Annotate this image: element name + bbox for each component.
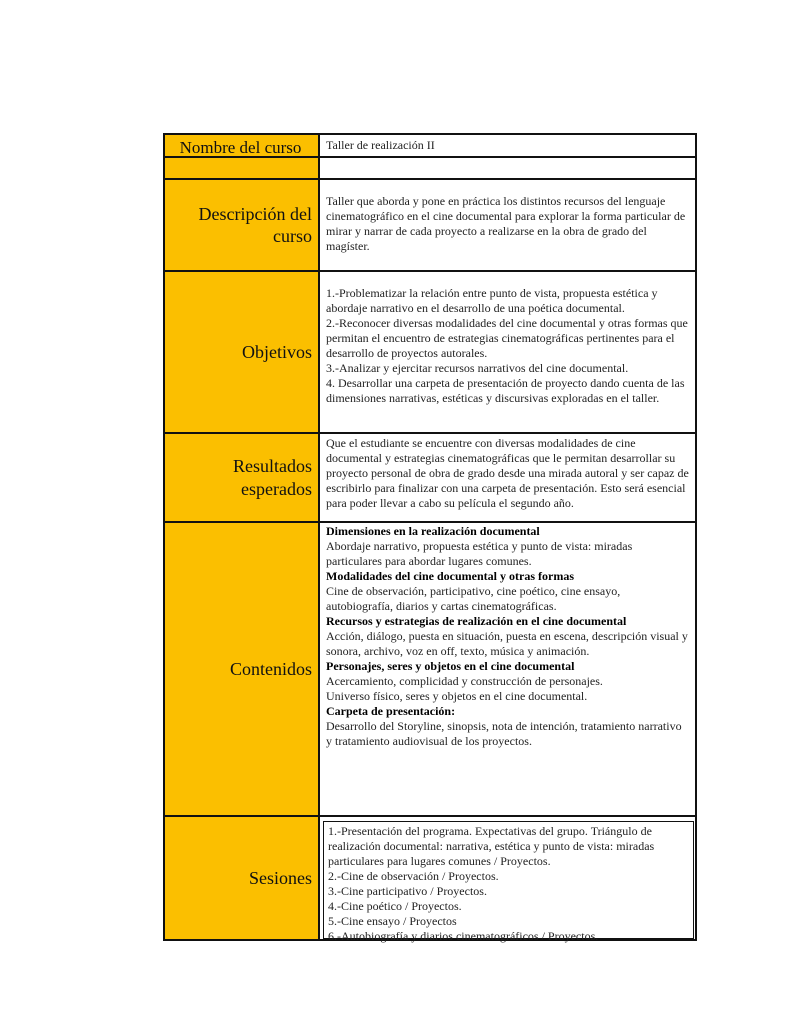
- row-course-name: [165, 135, 695, 158]
- label-contents: Contenidos: [165, 523, 320, 815]
- objective-item: 1.-Problematizar la relación entre punto de vista, propuesta estética y abordaje narrativo en el desarrollo de una poética documental.: [326, 286, 658, 315]
- label-objectives: Objetivos: [165, 272, 320, 432]
- row-sessions: [165, 817, 695, 943]
- contents-heading: Dimensiones en la realización documental: [326, 524, 540, 538]
- row-contents: [165, 523, 695, 817]
- session-item: 1.-Presentación del programa. Expectativas del grupo. Triángulo de realización documental: narrativa, estética y punto de vista: miradas particulares para lugares comunes / Proyectos.: [328, 824, 655, 868]
- course-table: [163, 133, 697, 941]
- session-item: 4.-Cine poético / Proyectos.: [328, 899, 462, 913]
- row-results: [165, 434, 695, 523]
- contents-heading: Recursos y estrategias de realización en el cine documental: [326, 614, 627, 628]
- session-item: 6.-Autobiografía y diarios cinematográficos / Proyectos.: [328, 929, 599, 943]
- session-item: 2.-Cine de observación / Proyectos.: [328, 869, 499, 883]
- objective-item: 2.-Reconocer diversas modalidades del cine documental y otras formas que permitan el encuentro de estrategias cinematográficas pertinentes para el desarrollo de proyectos autorales.: [326, 316, 688, 360]
- contents-text: Universo físico, seres y objetos en el cine documental.: [326, 689, 588, 703]
- objectives-list: [320, 272, 695, 432]
- session-item: 3.-Cine participativo / Proyectos.: [328, 884, 487, 898]
- value-description: Taller que aborda y pone en práctica los distintos recursos del lenguaje cinematográfico en el cine documental para explorar la forma particular de mirar y narrar de cada proyecto a realizarse en la obra de grado del magíster.: [326, 194, 686, 253]
- contents-heading: Modalidades del cine documental y otras formas: [326, 569, 574, 583]
- label-results: Resultados esperados: [165, 434, 320, 521]
- contents-heading: Personajes, seres y objetos en el cine documental: [326, 659, 575, 673]
- contents-text: Desarrollo del Storyline, sinopsis, nota de intención, tratamiento narrativo y tratamiento audiovisual de los proyectos.: [326, 719, 682, 748]
- value-course-name: Taller de realización II: [326, 138, 435, 152]
- row-objectives: [165, 272, 695, 434]
- objective-item: 3.-Analizar y ejercitar recursos narrativos del cine documental.: [326, 361, 629, 375]
- row-description: [165, 180, 695, 272]
- objective-item: 4. Desarrollar una carpeta de presentación de proyecto dando cuenta de las dimensiones narrativas, estéticas y discursivas exploradas en el taller.: [326, 376, 685, 405]
- value-empty: [320, 158, 695, 178]
- label-empty: [165, 158, 320, 178]
- contents-text: Acercamiento, complicidad y construcción de personajes.: [326, 674, 603, 688]
- value-results: Que el estudiante se encuentre con diversas modalidades de cine documental y estrategias cinematográficas que le permitan desarrollar su proyecto personal de obra de grado desde una mirada autoral y ser capaz de escribirlo para finalizar con una carpeta de presentación. Esto será esencial para poder llevar a cabo su película el segundo año.: [326, 436, 689, 510]
- label-course-name: Nombre del curso: [165, 135, 320, 156]
- row-empty: [165, 158, 695, 180]
- sessions-list: [323, 821, 694, 943]
- contents-list: [320, 523, 695, 815]
- contents-text: Cine de observación, participativo, cine poético, cine ensayo, autobiografía, diarios y cartas cinematográficas.: [326, 584, 621, 613]
- label-sessions: Sesiones: [165, 817, 320, 939]
- session-item: 5.-Cine ensayo / Proyectos: [328, 914, 457, 928]
- contents-heading: Carpeta de presentación:: [326, 704, 456, 718]
- label-description: Descripción del curso: [165, 180, 320, 270]
- contents-text: Acción, diálogo, puesta en situación, puesta en escena, descripción visual y sonora, archivo, voz en off, texto, música y animación.: [326, 629, 688, 658]
- sessions-cell: [320, 817, 695, 943]
- contents-text: Abordaje narrativo, propuesta estética y punto de vista: miradas particulares para abordar lugares comunes.: [326, 539, 633, 568]
